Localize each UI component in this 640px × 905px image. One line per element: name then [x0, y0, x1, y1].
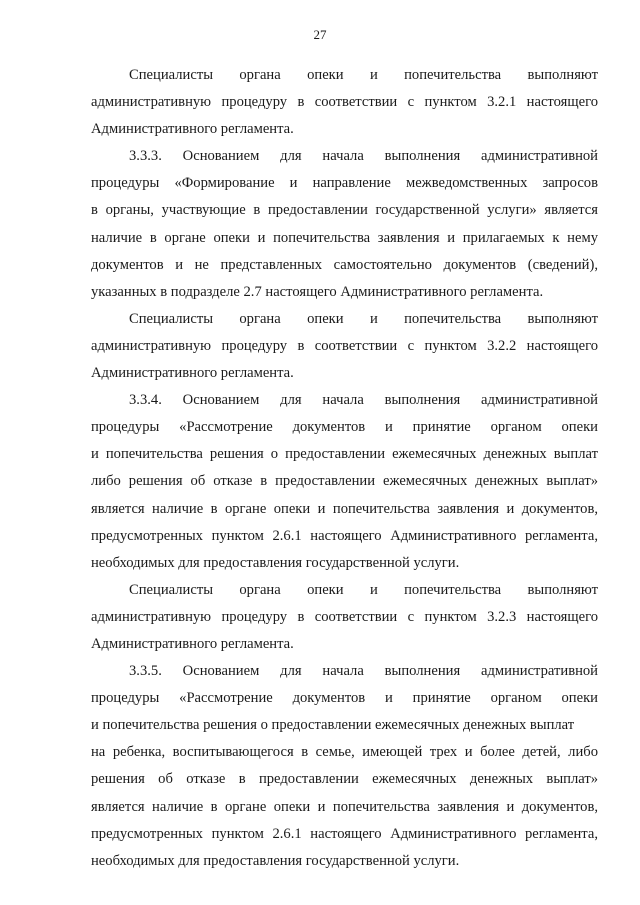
text-line: необходимых для предоставления государственной услуги.: [91, 852, 460, 869]
paragraph: [91, 62, 598, 143]
text-line: административную процедуру в соответствии с пунктом 3.2.3 настоящего: [91, 608, 598, 625]
text-line: 3.3.5. Основанием для начала выполнения административной: [129, 663, 598, 680]
text-line: предусмотренных пунктом 2.6.1 настоящего Административного регламента,: [91, 527, 598, 544]
text-line: и попечительства решения о предоставлении ежемесячных денежных выплат: [91, 717, 575, 734]
text-line: Административного регламента.: [91, 635, 294, 652]
text-line: необходимых для предоставления государственной услуги.: [91, 554, 460, 571]
text-line: 3.3.4. Основанием для начала выполнения административной: [129, 392, 598, 409]
paragraph: [91, 577, 598, 658]
page-number: 27: [313, 27, 327, 42]
text-line: документов и не представленных самостоятельно документов (сведений),: [91, 256, 598, 273]
text-line: 3.3.3. Основанием для начала выполнения административной: [129, 148, 598, 165]
text-line: на ребенка, воспитывающегося в семье, имеющей трех и более детей, либо: [91, 744, 598, 761]
text-line: процедуры «Рассмотрение документов и принятие органом опеки: [91, 690, 598, 707]
text-line: Специалисты органа опеки и попечительства выполняют: [129, 581, 598, 598]
text-line: наличие в органе опеки и попечительства заявления и прилагаемых к нему: [91, 229, 598, 246]
text-line: процедуры «Рассмотрение документов и принятие органом опеки: [91, 419, 598, 436]
text-line: и попечительства решения о предоставлении ежемесячных денежных выплат: [91, 446, 598, 463]
paragraph: [91, 658, 598, 875]
text-line: указанных в подразделе 2.7 настоящего Административного регламента.: [91, 283, 544, 300]
paragraph: [91, 143, 598, 306]
text-line: административную процедуру в соответствии с пунктом 3.2.2 настоящего: [91, 337, 598, 354]
text-line: процедуры «Формирование и направление межведомственных запросов: [91, 175, 598, 192]
text-line: решения об отказе в предоставлении ежемесячных денежных выплат»: [91, 771, 598, 788]
document-body: [91, 62, 598, 875]
text-line: либо решения об отказе в предоставлении ежемесячных денежных выплат»: [91, 473, 598, 490]
text-line: Административного регламента.: [91, 121, 294, 138]
text-line: является наличие в органе опеки и попечительства заявления и документов,: [91, 798, 598, 815]
text-line: в органы, участвующие в предоставлении государственной услуги» является: [91, 202, 598, 219]
text-line: административную процедуру в соответствии с пунктом 3.2.1 настоящего: [91, 94, 598, 111]
text-line: Административного регламента.: [91, 365, 294, 382]
text-line: Специалисты органа опеки и попечительства выполняют: [129, 310, 598, 327]
text-line: Специалисты органа опеки и попечительства выполняют: [129, 67, 598, 83]
text-line: является наличие в органе опеки и попечительства заявления и документов,: [91, 500, 598, 517]
paragraph: [91, 387, 598, 577]
text-line: предусмотренных пунктом 2.6.1 настоящего Административного регламента,: [91, 825, 598, 842]
paragraph: [91, 306, 598, 387]
